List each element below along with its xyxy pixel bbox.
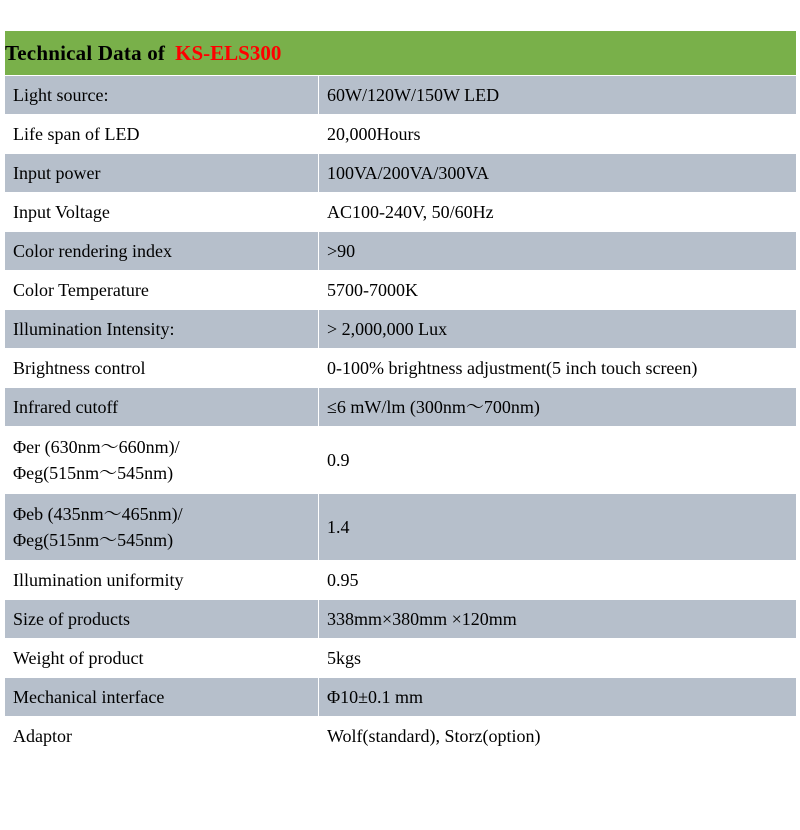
- table-row: [5, 232, 797, 271]
- spec-label: [5, 494, 319, 561]
- table-row: [5, 494, 797, 561]
- spec-label-line: Φer (630nm～660nm)/: [13, 436, 180, 457]
- spec-value: 20,000Hours: [319, 115, 797, 154]
- spec-label: Illumination uniformity: [5, 561, 319, 600]
- spec-label-line: Φeb (435nm～465nm)/: [13, 503, 183, 524]
- technical-data-table: [4, 30, 797, 756]
- spec-value: 0-100% brightness adjustment(5 inch touch screen): [319, 349, 797, 388]
- spec-sheet: [0, 30, 800, 830]
- spec-label: Weight of product: [5, 639, 319, 678]
- spec-value: ≤6 mW/lm (300nm～700nm): [319, 388, 797, 427]
- spec-label: Life span of LED: [5, 115, 319, 154]
- header-cell: [5, 31, 797, 76]
- spec-value: 100VA/200VA/300VA: [319, 154, 797, 193]
- spec-value: 338mm×380mm ×120mm: [319, 600, 797, 639]
- table-row: [5, 271, 797, 310]
- table-row: [5, 600, 797, 639]
- spec-label: Illumination Intensity:: [5, 310, 319, 349]
- spec-value: 0.95: [319, 561, 797, 600]
- table-row: [5, 76, 797, 115]
- spec-label: Color rendering index: [5, 232, 319, 271]
- table-row: [5, 349, 797, 388]
- spec-value: 5700-7000K: [319, 271, 797, 310]
- spec-label: Size of products: [5, 600, 319, 639]
- table-row: [5, 427, 797, 494]
- page-title: Technical Data of: [5, 40, 166, 65]
- table-body: [5, 31, 797, 756]
- spec-value: > 2,000,000 Lux: [319, 310, 797, 349]
- spec-label: Adaptor: [5, 717, 319, 756]
- spec-label: Input Voltage: [5, 193, 319, 232]
- model-name: KS-ELS300: [175, 40, 282, 65]
- spec-label: Brightness control: [5, 349, 319, 388]
- spec-value: 5kgs: [319, 639, 797, 678]
- spec-label: Infrared cutoff: [5, 388, 319, 427]
- spec-value: 1.4: [319, 494, 797, 561]
- spec-label: Mechanical interface: [5, 678, 319, 717]
- spec-value: Wolf(standard), Storz(option): [319, 717, 797, 756]
- spec-value: >90: [319, 232, 797, 271]
- table-row: [5, 388, 797, 427]
- table-row: [5, 717, 797, 756]
- spec-label: [5, 427, 319, 494]
- table-row: [5, 193, 797, 232]
- table-row: [5, 154, 797, 193]
- spec-value: Φ10±0.1 mm: [319, 678, 797, 717]
- table-row: [5, 115, 797, 154]
- spec-value: 0.9: [319, 427, 797, 494]
- spec-label-line: Φeg(515nm～545nm): [13, 463, 174, 483]
- spec-label: Input power: [5, 154, 319, 193]
- table-row: [5, 678, 797, 717]
- table-row: [5, 639, 797, 678]
- table-header-row: [5, 31, 797, 76]
- spec-value: 60W/120W/150W LED: [319, 76, 797, 115]
- table-row: [5, 561, 797, 600]
- spec-label: Light source:: [5, 76, 319, 115]
- table-row: [5, 310, 797, 349]
- spec-label-line: Φeg(515nm～545nm): [13, 530, 174, 550]
- spec-value: AC100-240V, 50/60Hz: [319, 193, 797, 232]
- spec-label: Color Temperature: [5, 271, 319, 310]
